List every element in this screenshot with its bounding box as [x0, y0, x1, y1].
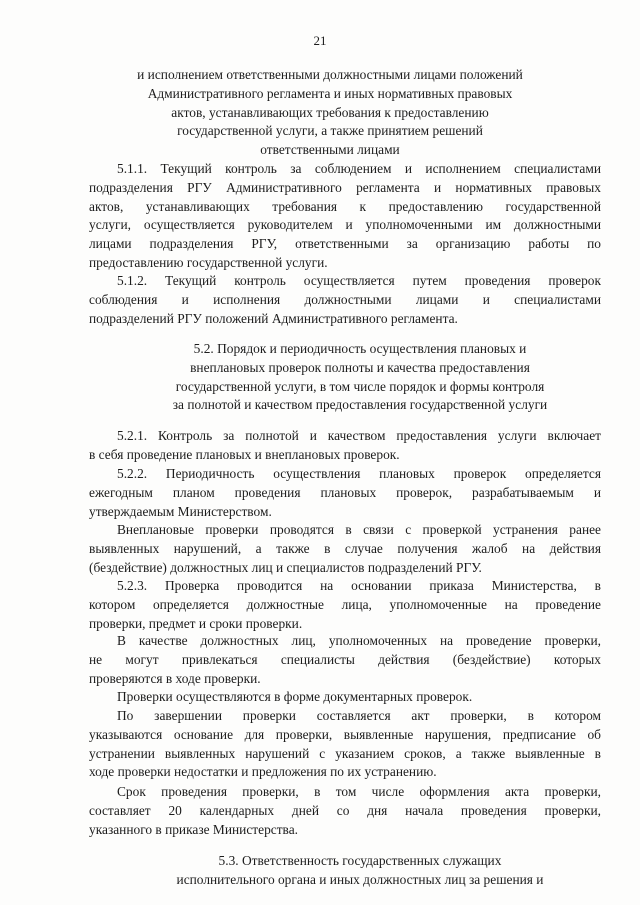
text-line: в себя проведение плановых и внеплановых проверок.	[89, 446, 400, 462]
paragraph-5-2-1	[89, 427, 601, 465]
text-line: предоставлению государственной услуги.	[89, 254, 328, 270]
paragraph-check-term	[89, 783, 601, 839]
heading-line: за полнотой и качеством предоставления государственной услуги	[172, 397, 548, 413]
text-line: 5.1.2. Текущий контроль осуществляется путем проведения проверок	[117, 273, 601, 288]
text-line: ходе проверки недостатки и предложения по их устранению.	[89, 764, 437, 780]
text-line: проверяются в ходе проверки.	[89, 670, 261, 686]
text-line: утверждаемым Министерством.	[89, 503, 272, 519]
text-line: По завершении проверки составляется акт проверки, в котором	[117, 708, 601, 723]
paragraph-5-2-3	[89, 577, 601, 633]
paragraph-unplanned-checks	[89, 521, 601, 577]
text-line: указываются основание для проверки, выявленные нарушения, предписание об	[89, 726, 601, 742]
paragraph-5-2-2	[89, 465, 601, 521]
text-line: 5.2.2. Периодичность осуществления плановых проверок определяется	[117, 466, 601, 481]
text-line: выявленных нарушений, а также в случае получения жалоб на действия	[89, 540, 601, 556]
text-line: 5.1.1. Текущий контроль за соблюдением и исполнением специалистами	[117, 161, 601, 176]
heading-line: актов, устанавливающих требования к предоставлению	[171, 104, 489, 120]
page-number: 21	[313, 33, 327, 48]
text-line: подразделения РГУ Административного регламента и нормативных правовых	[89, 179, 601, 195]
text-line: (бездействие) должностных лиц и специалистов подразделений РГУ.	[89, 559, 482, 575]
text-line: лицами подразделения РГУ, ответственными за организацию работы по	[89, 236, 601, 252]
heading-line: исполнительного органа и иных должностных лиц за решения и	[176, 871, 544, 887]
heading-line: и исполнением ответственными должностными лицами положений	[137, 67, 523, 82]
heading-line: Административного регламента и иных нормативных правовых	[147, 85, 513, 101]
heading-line: ответственными лицами	[260, 142, 400, 158]
text-line: соблюдения и исполнения должностными лицами и специалистами	[89, 291, 601, 307]
paragraph-check-completion	[89, 707, 601, 782]
text-line: 5.2.3. Проверка проводится на основании приказа Министерства, в	[117, 578, 601, 593]
text-line: указанного в приказе Министерства.	[89, 821, 298, 837]
text-line: составляет 20 календарных дней со дня начала проведения проверки,	[89, 802, 601, 818]
text-line: услуги, осуществляется руководителем и уполномоченными им должностными	[89, 217, 601, 233]
heading-line: государственной услуги, а также принятием решений	[177, 123, 483, 139]
section-heading-5-3	[140, 852, 580, 890]
text-line: В качестве должностных лиц, уполномоченных на проведение проверки,	[117, 633, 601, 648]
paragraph-check-form	[89, 688, 601, 707]
text-line: котором определяется должностные лица, уполномоченные на проведение	[89, 596, 601, 612]
text-line: не могут привлекаться специалисты действия (бездействие) которых	[89, 651, 601, 667]
section-heading-control	[120, 66, 540, 160]
paragraph-authorized-officials	[89, 632, 601, 688]
heading-line: 5.2. Порядок и периодичность осуществления плановых и	[193, 341, 527, 356]
paragraph-5-1-2	[89, 272, 601, 328]
section-heading-5-2	[140, 340, 580, 415]
text-line: актов, устанавливающих требования к предоставлению государственной	[89, 198, 601, 214]
text-line: Проверки осуществляются в форме документарных проверок.	[117, 689, 473, 704]
text-line: 5.2.1. Контроль за полнотой и качеством предоставления услуги включает	[117, 428, 601, 443]
heading-line: 5.3. Ответственность государственных служащих	[218, 853, 502, 868]
text-line: Срок проведения проверки, в том числе оформления акта проверки,	[117, 784, 601, 799]
text-line: подразделений РГУ положений Административного регламента.	[89, 310, 458, 326]
paragraph-5-1-1	[89, 160, 601, 273]
text-line: ежегодным планом проведения плановых проверок, разрабатываемым и	[89, 484, 601, 500]
text-line: устранении выявленных нарушений с указанием сроков, а также выявленные в	[89, 745, 601, 761]
text-line: проверки, предмет и сроки проверки.	[89, 615, 303, 631]
heading-line: внеплановых проверок полноты и качества предоставления	[190, 359, 530, 375]
text-line: Внеплановые проверки проводятся в связи с проверкой устранения ранее	[117, 522, 601, 537]
heading-line: государственной услуги, в том числе порядок и формы контроля	[175, 378, 545, 394]
